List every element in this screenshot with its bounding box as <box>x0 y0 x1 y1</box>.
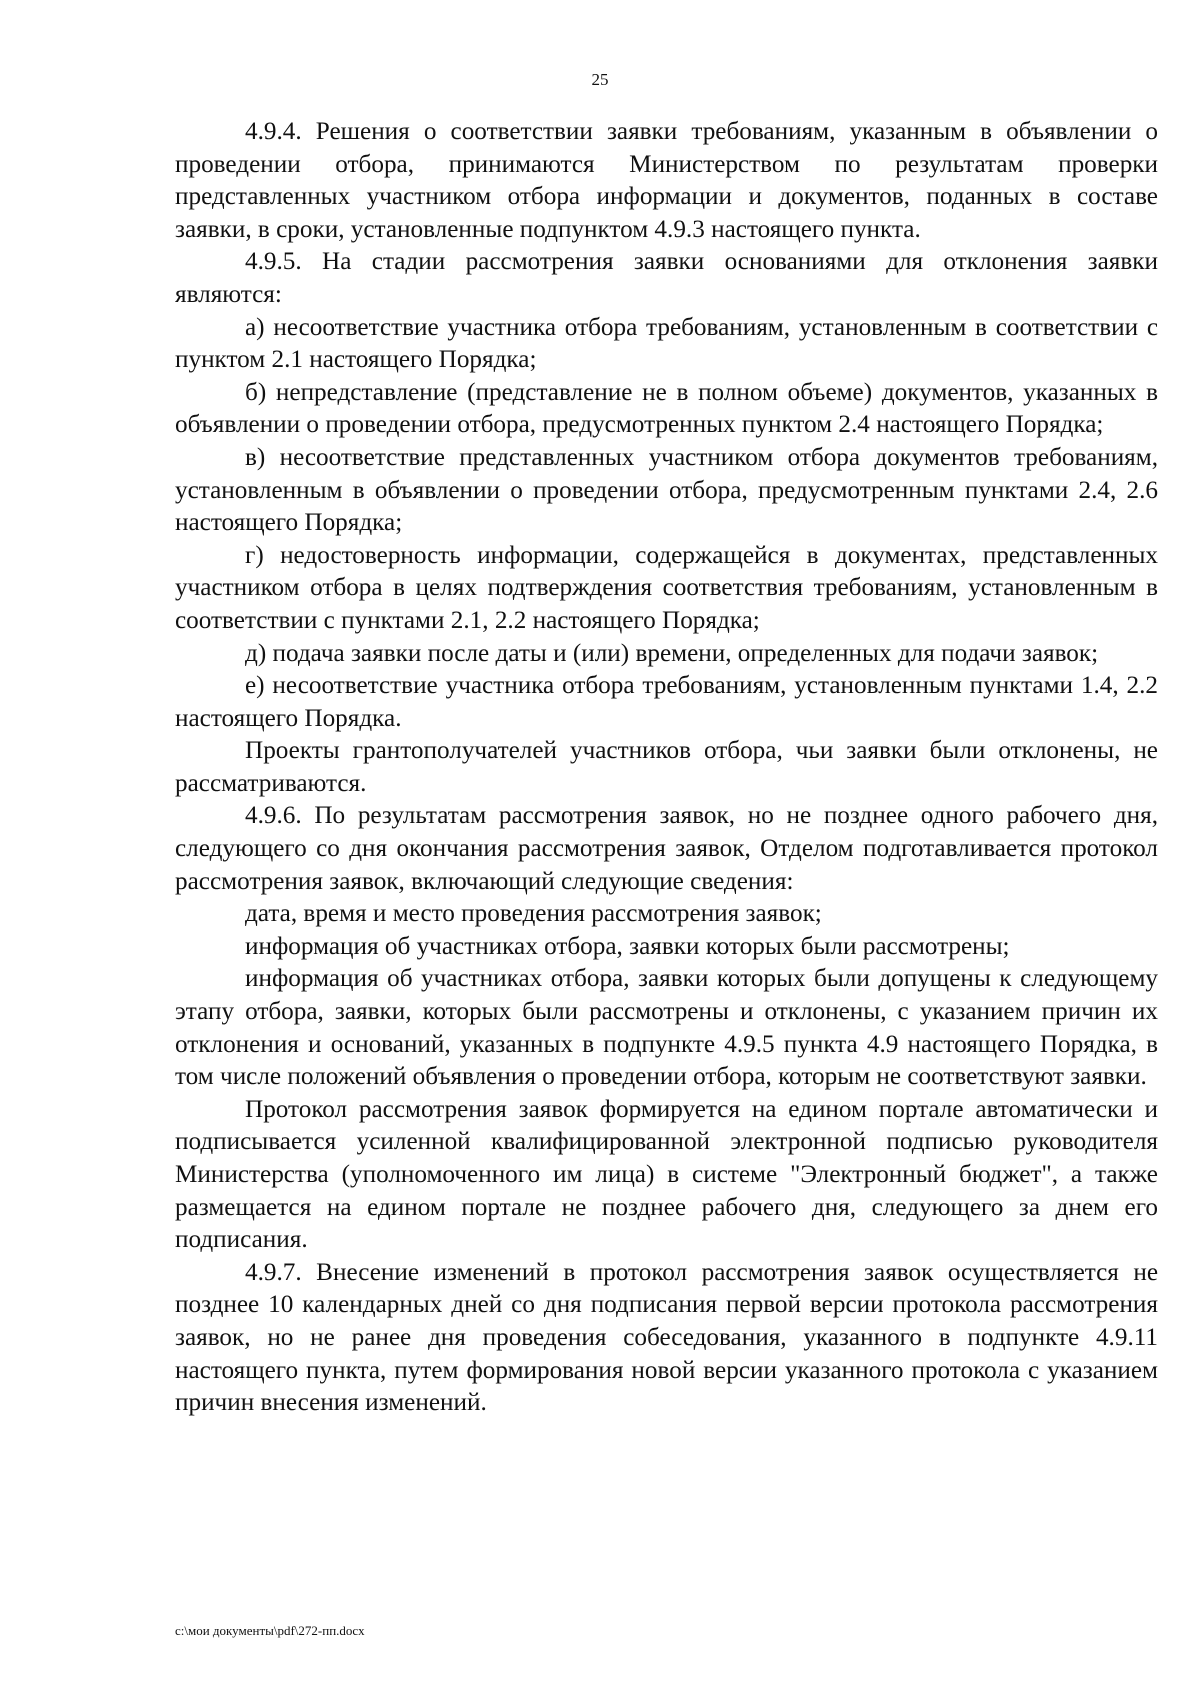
paragraph-protocol-formation: Протокол рассмотрения заявок формируется на едином портале автоматически и подписывается усиленной квалифицированной электронной подписью руководителя Министерства (уполномоченного им лица) в системе "Электронный бюджет", а также размещается на едином портале не позднее рабочего дня, следующего за днем его подписания. <box>175 1095 1158 1254</box>
paragraph-rejected-projects: Проекты грантополучателей участников отбора, чьи заявки были отклонены, не рассматриваются. <box>175 737 1158 797</box>
protocol-item-admitted: информация об участниках отбора, заявки которых были допущены к следующему этапу отбора, заявки, которых были рассмотрены и отклонены, с указанием причин их отклонения и оснований, указанных в подпункте 4.9.5 пункта 4.9 настоящего Порядка, в том числе положений объявления о проведении отбора, которым не соответствуют заявки. <box>175 965 1158 1091</box>
list-item-d: д) подача заявки после даты и (или) времени, определенных для подачи заявок; <box>245 639 1099 667</box>
paragraph-4-9-7: 4.9.7. Внесение изменений в протокол рассмотрения заявок осуществляется не позднее 10 календарных дней со дня подписания первой версии протокола рассмотрения заявок, но не ранее дня проведения собеседования, указанного в подпункте 4.9.11 настоящего пункта, путем формирования новой версии указанного протокола с указанием причин внесения изменений. <box>175 1258 1158 1417</box>
paragraph-4-9-6: 4.9.6. По результатам рассмотрения заявок, но не позднее одного рабочего дня, следующего со дня окончания рассмотрения заявок, Отделом подготавливается протокол рассмотрения заявок, включающий следующие сведения: <box>175 802 1158 895</box>
paragraph-4-9-4: 4.9.4. Решения о соответствии заявки требованиям, указанным в объявлении о проведении отбора, принимаются Министерством по результатам проверки представленных участником отбора информации и документов, поданных в составе заявки, в сроки, установленные подпунктом 4.9.3 настоящего пункта. <box>175 118 1158 243</box>
page-number: 25 <box>591 70 609 89</box>
list-item-e: е) несоответствие участника отбора требованиям, установленным пунктами 1.4, 2.2 настоящего Порядка. <box>175 672 1158 732</box>
protocol-item-date: дата, время и место проведения рассмотрения заявок; <box>245 900 822 928</box>
list-item-g: г) недостоверность информации, содержащейся в документах, представленных участником отбора в целях подтверждения соответствия требованиям, установленным в соответствии с пунктами 2.1, 2.2 настоящего Порядка; <box>175 541 1158 634</box>
file-path-footer: c:\мои документы\pdf\272-пп.docx <box>175 1623 365 1638</box>
list-item-b: б) непредставление (представление не в полном объеме) документов, указанных в объявлении о проведении отбора, предусмотренных пунктом 2.4 настоящего Порядка; <box>175 378 1158 439</box>
list-item-v: в) несоответствие представленных участником отбора документов требованиям, установленным в объявлении о проведении отбора, предусмотренным пунктами 2.4, 2.6 настоящего Порядка; <box>175 443 1158 537</box>
paragraph-4-9-5: 4.9.5. На стадии рассмотрения заявки основаниями для отклонения заявки являются: <box>175 248 1158 308</box>
list-item-a: а) несоответствие участника отбора требованиям, установленным в соответствии с пунктом 2.1 настоящего Порядка; <box>175 313 1158 374</box>
protocol-item-reviewed: информация об участниках отбора, заявки которых были рассмотрены; <box>245 932 1010 960</box>
document-body <box>175 116 1158 1420</box>
